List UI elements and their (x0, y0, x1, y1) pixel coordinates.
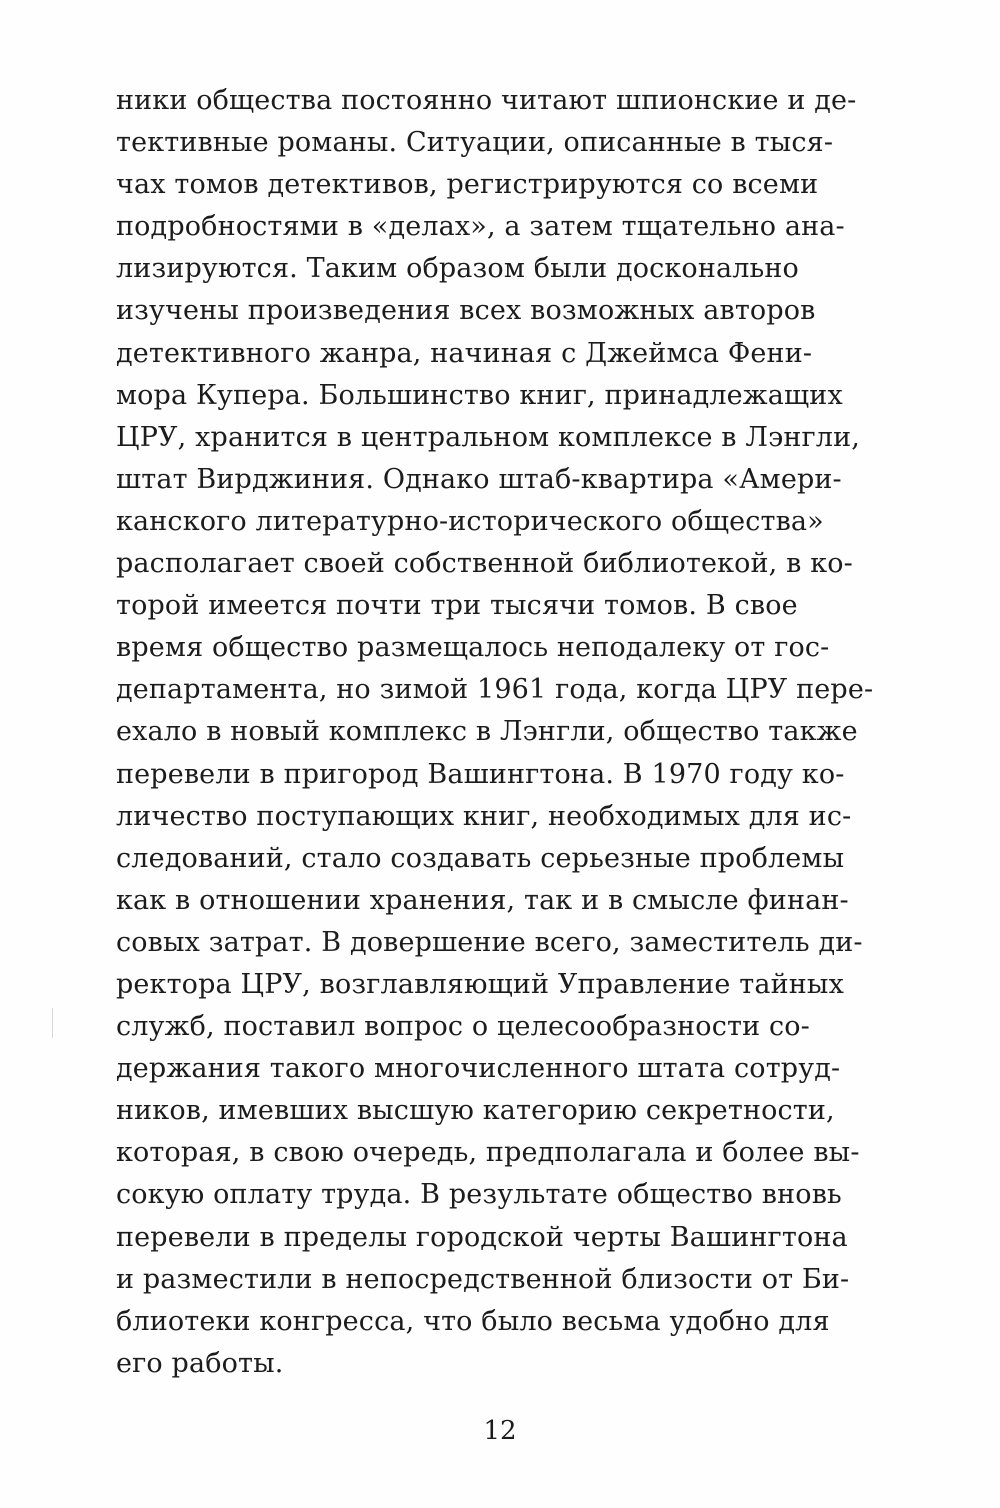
text-line: совых затрат. В довершение всего, заместитель ди- (116, 926, 863, 958)
text-line: личество поступающих книг, необходимых для ис- (116, 800, 852, 832)
text-line: которая, в свою очередь, предполагала и более вы- (116, 1137, 860, 1169)
text-line: ники общества постоянно читают шпионские и де- (116, 85, 857, 116)
body-text (116, 80, 988, 1385)
text-line: канского литературно-исторического общества» (116, 505, 824, 537)
text-line: штат Вирджиния. Однако штаб-квартира «Амери- (116, 463, 842, 495)
text-line: подробностями в «делах», а затем тщательно ана- (116, 211, 845, 243)
text-line: перевели в пригород Вашингтона. В 1970 году ко- (116, 758, 845, 790)
text-line: время общество размещалось неподалеку от гос- (116, 632, 830, 664)
text-line: блиотеки конгресса, что было весьма удобно для (116, 1305, 830, 1337)
text-line: перевели в пределы городской черты Вашингтона (116, 1221, 848, 1253)
text-line: ректора ЦРУ, возглавляющий Управление тайных (116, 968, 844, 1000)
text-line: как в отношении хранения, так и в смысле финан- (116, 884, 849, 916)
text-line: его работы. (116, 1347, 284, 1379)
text-line: детективного жанра, начиная с Джеймса Фени- (116, 337, 813, 369)
text-line: чах томов детективов, регистрируются со всеми (116, 169, 819, 201)
text-line: располагает своей собственной библиотекой, в ко- (116, 548, 853, 580)
page-number: 12 (483, 1416, 517, 1446)
text-line: ехало в новый комплекс в Лэнгли, общество также (116, 716, 858, 748)
text-line: держания такого многочисленного штата сотруд- (116, 1053, 841, 1085)
text-line: департамента, но зимой 1961 года, когда ЦРУ пере- (116, 674, 874, 706)
text-line: лизируются. Таким образом были досконально (116, 253, 799, 285)
text-line: торой имеется почти три тысячи томов. В свое (116, 590, 798, 622)
page-edge-mark (52, 1008, 53, 1038)
text-line: следований, стало создавать серьезные проблемы (116, 842, 845, 874)
text-line: служб, поставил вопрос о целесообразности со- (116, 1011, 810, 1043)
text-line: ников, имевших высшую категорию секретности, (116, 1095, 835, 1127)
text-line: мора Купера. Большинство книг, принадлежащих (116, 379, 843, 411)
text-line: и разместили в непосредственной близости от Би- (116, 1263, 850, 1295)
text-line: ЦРУ, хранится в центральном комплексе в Лэнгли, (116, 421, 860, 453)
text-line: тективные романы. Ситуации, описанные в тыся- (116, 127, 834, 159)
text-line: изучены произведения всех возможных авторов (116, 295, 816, 327)
text-line: сокую оплату труда. В результате общество вновь (116, 1179, 842, 1211)
